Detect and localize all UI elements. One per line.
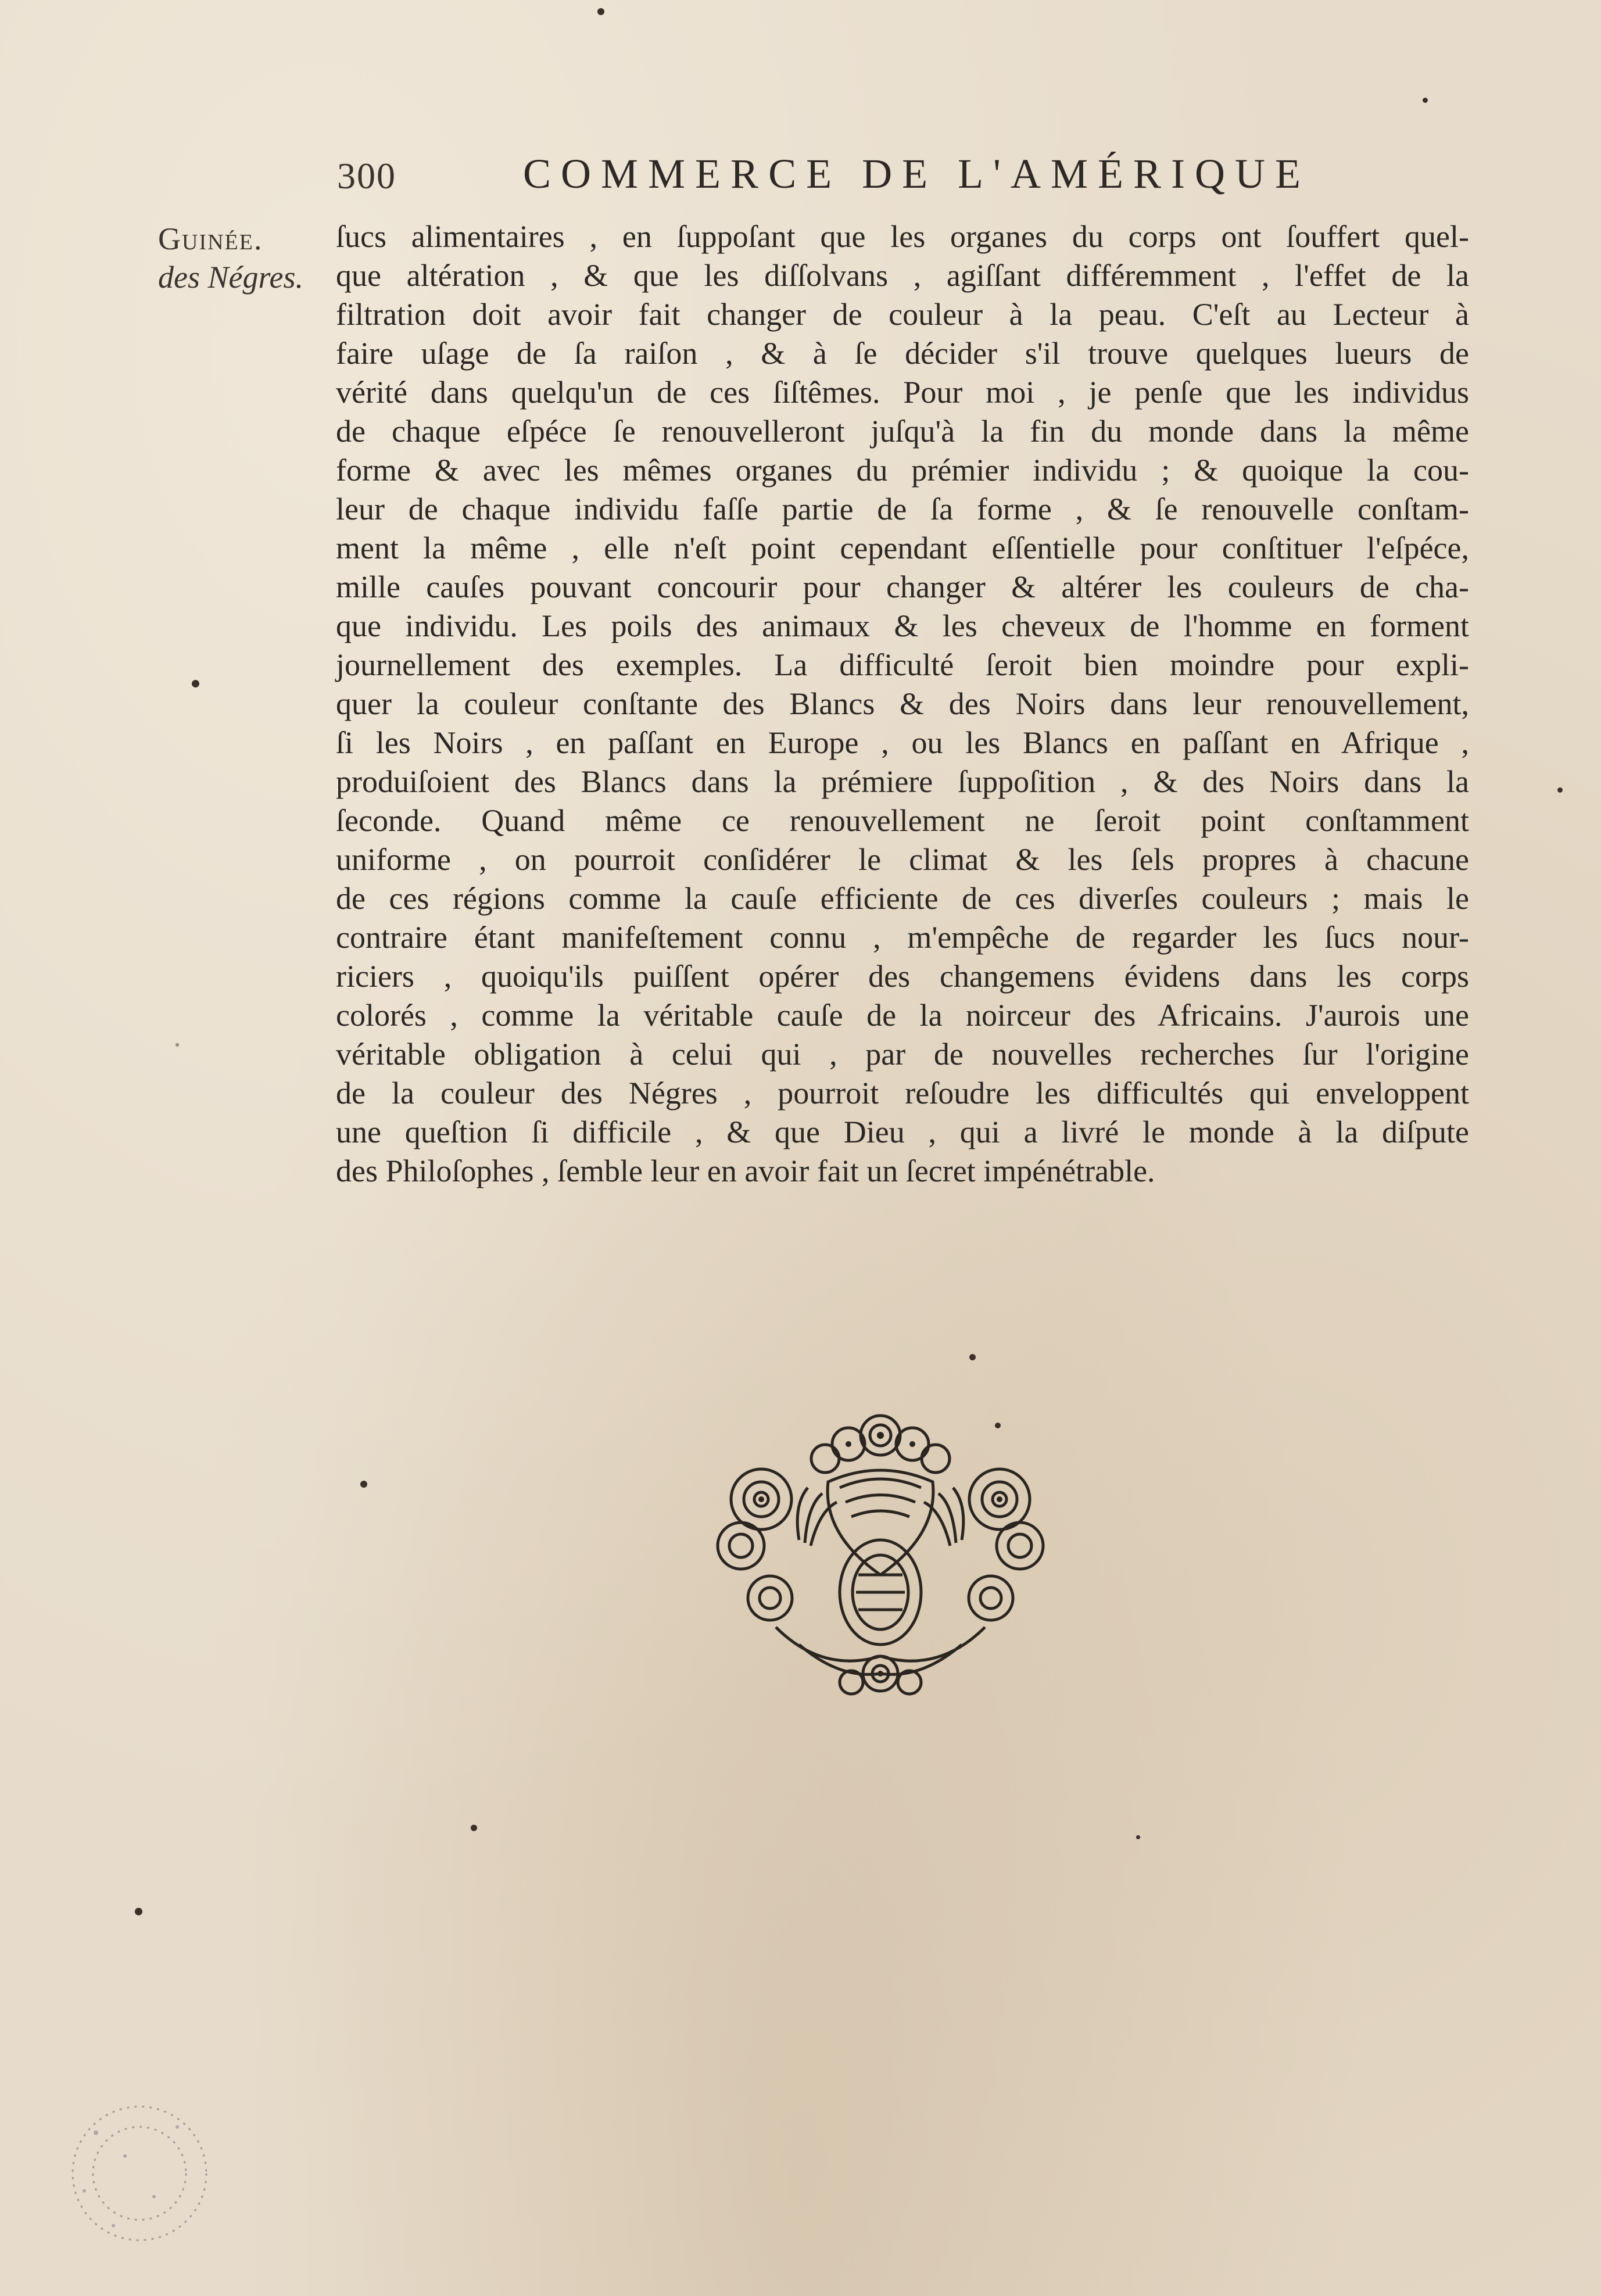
foliage-fans [776,1488,985,1674]
tailpiece-ornament [706,1400,1055,1703]
page-number: 300 [337,155,396,196]
text-line: journellement des exemples. La difficulté ſeroit bien moindre pour expli- [336,647,1469,682]
paper-speck [192,680,199,687]
text-line: des Philoſophes , ſemble leur en avoir fait un ſecret impénétrable. [336,1154,1155,1188]
paper-speck [1557,787,1563,793]
text-line: ſi les Noirs , en paſſant en Europe , ou les Blancs en paſſant en Afrique , [336,725,1469,760]
text-line: produiſoient des Blancs dans la prémiere ſuppoſition , & des Noirs dans la [336,764,1469,799]
text-line: colorés , comme la véritable cauſe de la noirceur des Africains. J'aurois une [336,998,1469,1033]
flower-cluster-left [718,1469,792,1620]
text-line: que altération , & que les diſſolvans , agiſſant différemment , l'effet de la [336,258,1469,293]
text-line: forme & avec les mêmes organes du prémier individu ; & quoique la cou- [336,453,1469,488]
text-line: ſeconde. Quand même ce renouvellement ne ſeroit point conſtamment [336,803,1469,838]
margin-note [158,220,327,296]
flower-cluster-right [969,1469,1043,1620]
paper-speck [135,1908,142,1915]
text-line: ment la même , elle n'eſt point cependant eſſentielle pour conſtituer l'eſpéce, [336,531,1469,565]
running-title: COMMERCE DE L'AMÉRIQUE [523,151,1310,197]
paper-speck [471,1825,477,1831]
paper-speck [995,1423,1001,1428]
text-line: que individu. Les poils des animaux & les cheveux de l'homme en forment [336,608,1469,643]
paper-speck [1136,1835,1140,1839]
paper-speck [597,8,604,15]
text-line: uniforme , on pourroit conſidérer le climat & les ſels propres à chacune [336,842,1469,877]
text-line: quer la couleur conſtante des Blancs & des Noirs dans leur renouvellement, [336,686,1469,721]
paper-speck [360,1481,367,1488]
margin-note-subject: des Négres. [158,260,303,295]
text-line: véritable obligation à celui qui , par de nouvelles recherches ſur l'origine [336,1037,1469,1072]
paper-speck [969,1354,976,1360]
text-line: de la couleur des Négres , pourroit reſoudre les difficultés qui enveloppent [336,1076,1469,1111]
library-stamp [61,2086,218,2261]
margin-note-region: Guinée. [158,221,263,256]
paper-speck [1423,98,1428,103]
text-line: mille cauſes pouvant concourir pour changer & altérer les couleurs de cha- [336,569,1469,604]
flower-cluster-top [811,1416,950,1473]
text-line: riciers , quoiqu'ils puiſſent opérer des changemens évidens dans les corps [336,959,1469,994]
text-line: faire uſage de ſa raiſon , & à ſe décider s'il trouve quelques lueurs de [336,336,1469,371]
running-head [325,150,1430,202]
text-line: filtration doit avoir fait changer de couleur à la peau. C'eſt au Lecteur à [336,297,1469,332]
body-text [336,217,1469,1191]
central-shield [828,1470,933,1645]
text-line: ſucs alimentaires , en ſuppoſant que les organes du corps ont ſouffert quel- [336,219,1469,254]
text-line: contraire étant manifeſtement connu , m'empêche de regarder les ſucs nour- [336,920,1469,955]
text-line: vérité dans quelqu'un de ces ſiſtêmes. Pour moi , je penſe que les individus [336,375,1469,410]
text-line: de chaque eſpéce ſe renouvelleront juſqu'à la fin du monde dans la même [336,414,1469,449]
paper-speck [175,1043,179,1047]
text-line: une queſtion ſi difficile , & que Dieu , qui a livré le monde à la diſpute [336,1115,1469,1149]
text-line: de ces régions comme la cauſe efficiente de ces diverſes couleurs ; mais le [336,881,1469,916]
text-line: leur de chaque individu faſſe partie de ſa forme , & ſe renouvelle conſtam- [336,492,1469,526]
